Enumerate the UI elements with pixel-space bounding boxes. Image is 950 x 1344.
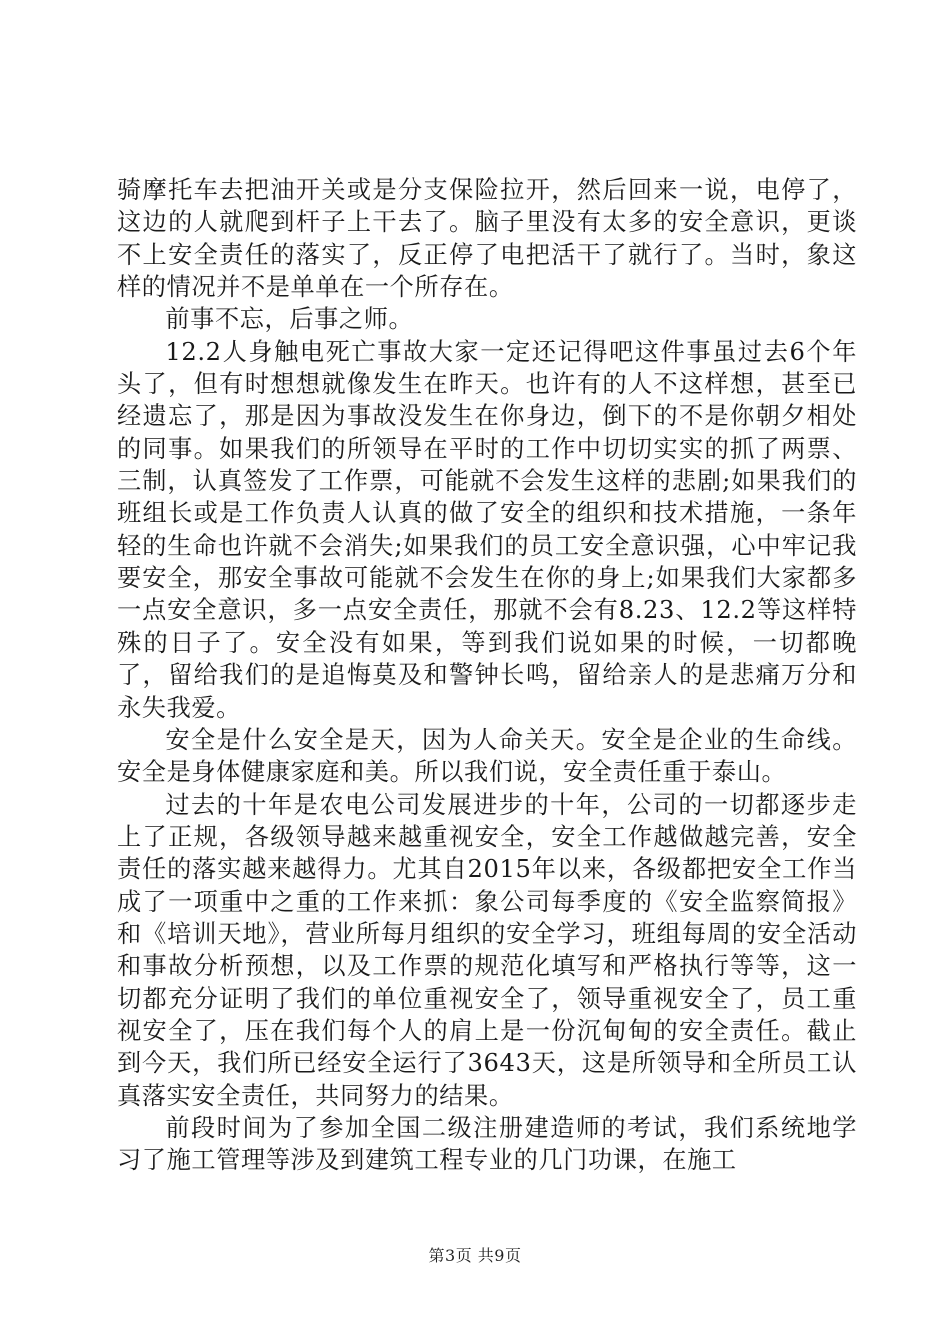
page-number-footer: 第3页 共9页	[428, 1246, 522, 1265]
paragraph-1: 骑摩托车去把油开关或是分支保险拉开，然后回来一说，电停了，这边的人就爬到杆子上干去了。脑子里没有太多的安全意识，更谈不上安全责任的落实了，反正停了电把活干了就行了。当时，象这样的情况并不是单单在一个所存在。	[117, 176, 857, 302]
paragraph-3: 12.2人身触电死亡事故大家一定还记得吧这件事虽过去6个年头了，但有时想想就像发生在昨天。也许有的人不这样想，甚至已经遗忘了，那是因为事故没发生在你身边，倒下的不是你朝夕相处的同事。如果我们的所领导在平时的工作中切切实实的抓了两票、三制，认真签发了工作票，可能就不会发生这样的悲剧;如果我们的班组长或是工作负责人认真的做了安全的组织和技术措施，一条年轻的生命也许就不会消失;如果我们的员工安全意识强，心中牢记我要安全，那安全事故可能就不会发生在你的身上;如果我们大家都多一点安全意识，多一点安全责任，那就不会有8.23、12.2等这样特殊的日子了。安全没有如果，等到我们说如果的时候，一切都晚了，留给我们的是追悔莫及和警钟长鸣，留给亲人的是悲痛万分和永失我爱。	[117, 337, 857, 722]
paragraph-5: 过去的十年是农电公司发展进步的十年，公司的一切都逐步走上了正规，各级领导越来越重视安全，安全工作越做越完善，安全责任的落实越来越得力。尤其自2015年以来，各级都把安全工作当成了一项重中之重的工作来抓：象公司每季度的《安全监察简报》和《培训天地》，营业所每月组织的安全学习，班组每周的安全活动和事故分析预想，以及工作票的规范化填写和严格执行等等，这一切都充分证明了我们的单位重视安全了，领导重视安全了，员工重视安全了，压在我们每个人的肩上是一份沉甸甸的安全责任。截止到今天，我们所已经安全运行了3643天，这是所领导和全所员工认真落实安全责任，共同努力的结果。	[117, 790, 857, 1110]
paragraph-4: 安全是什么安全是天，因为人命关天。安全是企业的生命线。安全是身体健康家庭和美。所以我们说，安全责任重于泰山。	[117, 725, 857, 787]
paragraph-6: 前段时间为了参加全国二级注册建造师的考试，我们系统地学习了施工管理等涉及到建筑工程专业的几门功课，在施工	[117, 1113, 857, 1175]
body-text	[117, 174, 857, 1177]
paragraph-2: 前事不忘，后事之师。	[165, 305, 414, 334]
